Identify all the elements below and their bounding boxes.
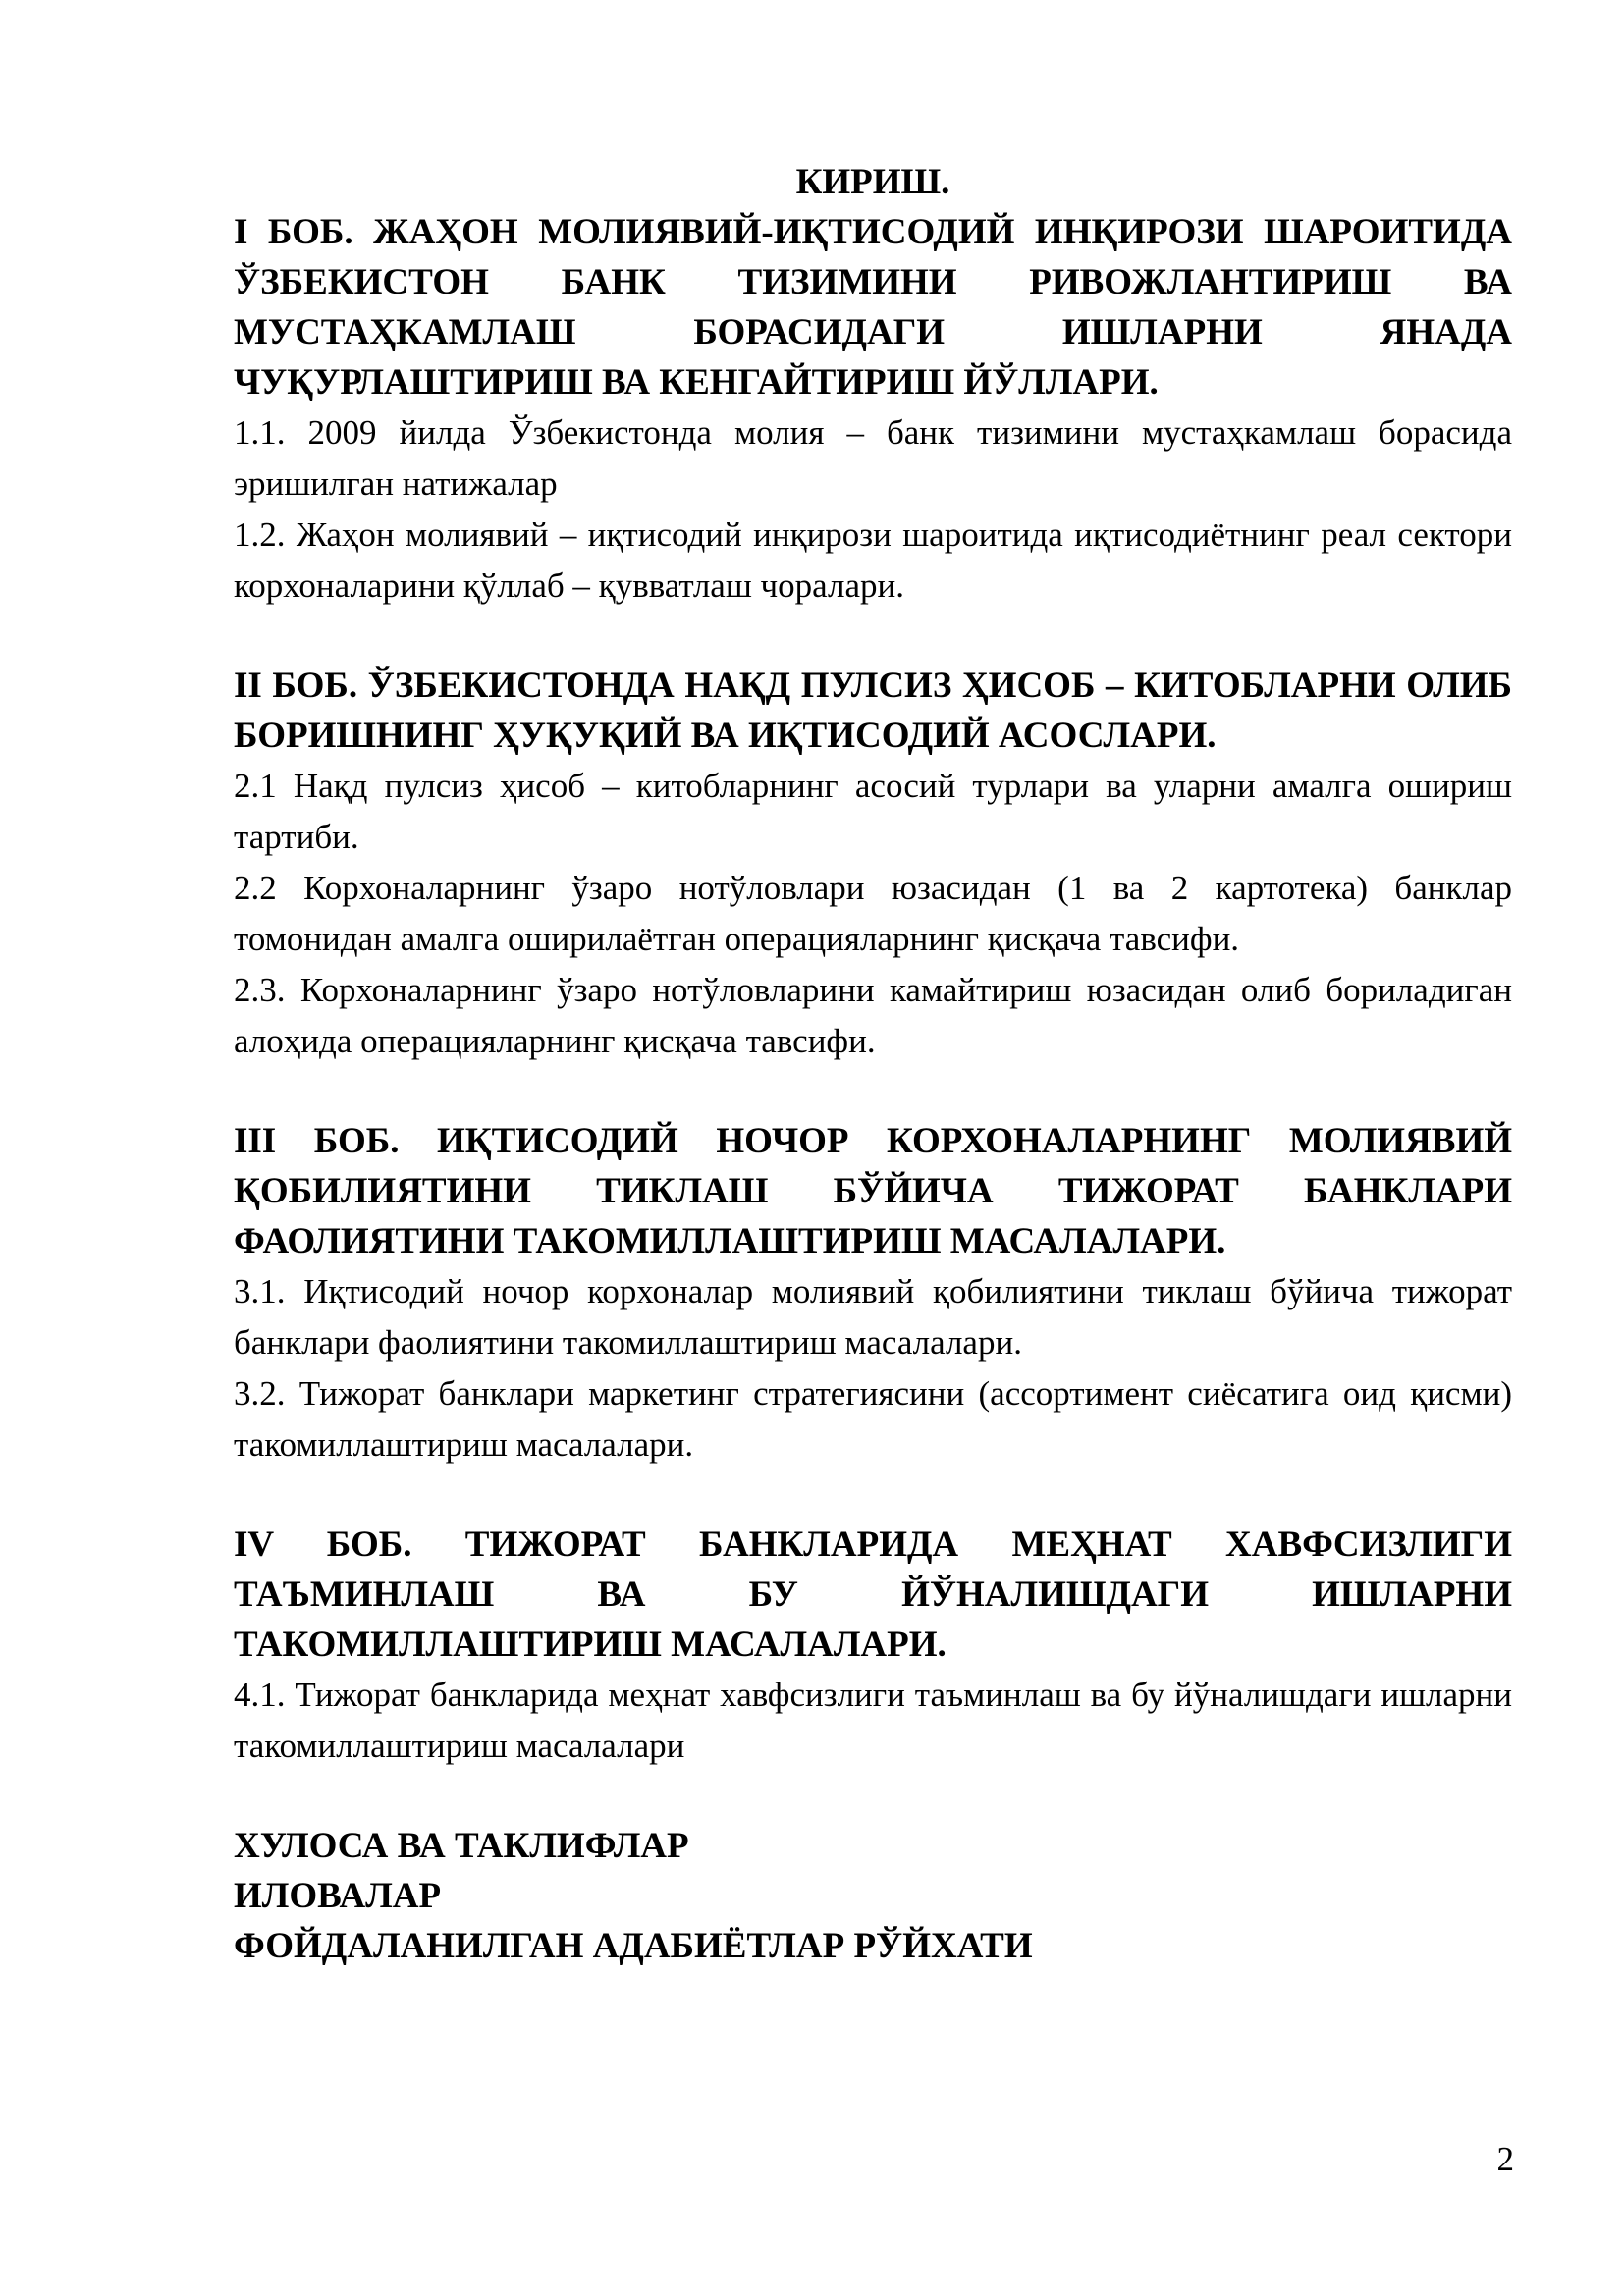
section-item: 2.2 Корхоналарнинг ўзаро нотўловлари юзасидан (1 ва 2 картотека) банклар томонидан амалга оширилаётган операцияларнинг қисқача тавсифи. xyxy=(234,869,1512,958)
section-item: 3.1. Иқтисодий ночор корхоналар молиявий қобилиятини тиклаш бўйича тижорат банклари фаолиятини такомиллаштириш масалалари. xyxy=(234,1272,1512,1362)
section-item: 1.1. 2009 йилда Ўзбекистонда молия – банк тизимини мустаҳкамлаш борасида эришилган натижалар xyxy=(234,413,1512,503)
conclusions-heading: ХУЛОСА ВА ТАКЛИФЛАР xyxy=(234,1826,689,1866)
chapter-2 xyxy=(234,661,1512,1067)
chapter-3 xyxy=(234,1116,1512,1470)
chapter-1 xyxy=(234,207,1512,612)
spacer xyxy=(234,1067,1512,1116)
final-sections xyxy=(234,1821,1512,1971)
section-item: 1.2. Жаҳон молиявий – иқтисодий инқирози шароитида иқтисодиётнинг реал сектори корхоналарини қўллаб – қувватлаш чоралари. xyxy=(234,515,1512,605)
intro-heading: КИРИШ. xyxy=(795,162,950,202)
spacer xyxy=(234,1772,1512,1821)
appendices-heading: ИЛОВАЛАР xyxy=(234,1876,442,1916)
chapter-4 xyxy=(234,1520,1512,1772)
page-number: 2 xyxy=(1496,2140,1514,2178)
section-item: 2.3. Корхоналарнинг ўзаро нотўловларини камайтириш юзасидан олиб бориладиган алоҳида операцияларнинг қисқача тавсифи. xyxy=(234,971,1512,1060)
spacer xyxy=(234,612,1512,661)
section-item: 2.1 Нақд пулсиз ҳисоб – китобларнинг асосий турлари ва уларни амалга ошириш тартиби. xyxy=(234,767,1512,856)
section-item: 4.1. Тижорат банкларида меҳнат хавфсизлиги таъминлаш ва бу йўналишдаги ишларни такомиллаштириш масалалари xyxy=(234,1676,1512,1765)
spacer xyxy=(234,1470,1512,1520)
chapter-heading: III БОБ. ИҚТИСОДИЙ НОЧОР КОРХОНАЛАРНИНГ МОЛИЯВИЙ ҚОБИЛИЯТИНИ ТИКЛАШ БЎЙИЧА ТИЖОРАТ БАНКЛАРИ ФАОЛИЯТИНИ ТАКОМИЛЛАШТИРИШ МАСАЛАЛАРИ. xyxy=(234,1121,1512,1261)
references-heading: ФОЙДАЛАНИЛГАН АДАБИЁТЛАР РЎЙХАТИ xyxy=(234,1926,1033,1966)
chapter-heading: IV БОБ. ТИЖОРАТ БАНКЛАРИДА МЕҲНАТ ХАВФСИЗЛИГИ ТАЪМИНЛАШ ВА БУ ЙЎНАЛИШДАГИ ИШЛАРНИ ТАКОМИЛЛАШТИРИШ МАСАЛАЛАРИ. xyxy=(234,1524,1512,1665)
table-of-contents xyxy=(234,157,1512,1971)
section-item: 3.2. Тижорат банклари маркетинг стратегиясини (ассортимент сиёсатига оид қисми) такомиллаштириш масалалари. xyxy=(234,1374,1512,1464)
chapter-heading: I БОБ. ЖАҲОН МОЛИЯВИЙ-ИҚТИСОДИЙ ИНҚИРОЗИ ШАРОИТИДА ЎЗБЕКИСТОН БАНК ТИЗИМИНИ РИВОЖЛАНТИРИШ ВА МУСТАҲКАМЛАШ БОРАСИДАГИ ИШЛАРНИ ЯНАДА ЧУҚУРЛАШТИРИШ ВА КЕНГАЙТИРИШ ЙЎЛЛАРИ. xyxy=(234,212,1512,402)
chapter-heading: II БОБ. ЎЗБЕКИСТОНДА НАҚД ПУЛСИЗ ҲИСОБ – КИТОБЛАРНИ ОЛИБ БОРИШНИНГ ҲУҚУҚИЙ ВА ИҚТИСОДИЙ АСОСЛАРИ. xyxy=(234,666,1512,756)
